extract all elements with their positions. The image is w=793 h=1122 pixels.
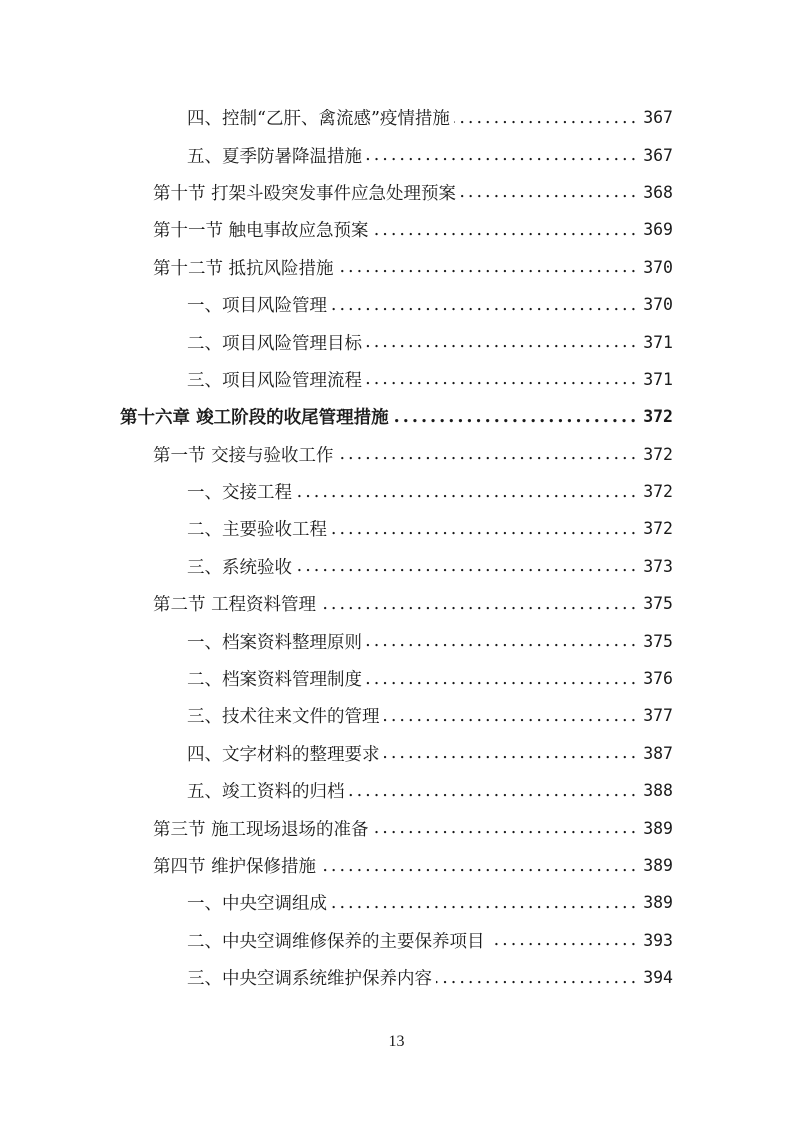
toc-entry[interactable] [0,660,793,697]
toc-dot-leader [331,893,639,913]
toc-dot-leader [460,182,639,202]
toc-entry-title: 二、主要验收工程 [187,520,327,541]
toc-entry[interactable] [0,398,793,435]
toc-dot-leader [436,968,639,988]
toc-entry[interactable] [0,922,793,959]
toc-entry[interactable] [0,323,793,360]
toc-entry-title: 四、控制“乙肝、禽流感”疫情措施 [187,109,450,130]
toc-entry-title: 第一节 交接与验收工作 [153,445,334,466]
toc-entry[interactable] [0,735,793,772]
toc-entry-page: 371 [643,332,673,352]
toc-entry-title: 第三节 施工现场退场的准备 [153,819,369,840]
toc-entry[interactable] [0,959,793,996]
toc-dot-leader [296,556,639,576]
toc-dot-leader [454,108,639,128]
toc-dot-leader [489,930,640,950]
toc-entry[interactable] [0,585,793,622]
toc-dot-leader [338,444,640,464]
toc-entry-page: 368 [643,182,673,202]
toc-entry-title: 一、项目风险管理 [187,296,327,317]
toc-entry[interactable] [0,136,793,173]
toc-dot-leader [349,781,640,801]
toc-entry[interactable] [0,884,793,921]
toc-entry-title: 一、档案资料整理原则 [187,632,362,653]
toc-entry-title: 第二节 工程资料管理 [153,595,317,616]
toc-entry[interactable] [0,622,793,659]
toc-entry[interactable] [0,809,793,846]
toc-entry-page: 370 [643,295,673,315]
toc-dot-leader [320,594,639,614]
toc-entry-page: 367 [643,145,673,165]
toc-entry-title: 二、项目风险管理目标 [187,333,362,354]
toc-dot-leader [373,818,640,838]
toc-entry-page: 388 [643,781,673,801]
toc-dot-leader [320,856,639,876]
toc-dot-leader [366,332,639,352]
toc-entry[interactable] [0,436,793,473]
toc-entry-title: 四、文字材料的整理要求 [187,744,380,765]
toc-entry-page: 369 [643,220,673,240]
toc-entry-page: 389 [643,818,673,838]
toc-entry[interactable] [0,174,793,211]
toc-entry[interactable] [0,510,793,547]
toc-entry-page: 372 [643,519,673,539]
toc-entry-page: 375 [643,631,673,651]
toc-dot-leader [384,706,640,726]
toc-entry-page: 377 [643,706,673,726]
toc-entry-page: 373 [643,556,673,576]
toc-dot-leader [393,407,640,427]
toc-entry[interactable] [0,361,793,398]
toc-entry-page: 372 [643,407,673,427]
toc-entry-page: 387 [643,743,673,763]
toc-entry[interactable] [0,548,793,585]
toc-entry-page: 372 [643,444,673,464]
toc-entry-page: 371 [643,369,673,389]
toc-entry-title: 第十二节 抵抗风险措施 [153,258,334,279]
toc-entry-page: 372 [643,482,673,502]
toc-entry-title: 第十六章 竣工阶段的收尾管理措施 [120,408,389,429]
toc-entry-title: 五、夏季防暑降温措施 [187,146,362,167]
toc-entry-page: 389 [643,893,673,913]
page-number: 13 [388,1033,405,1050]
toc-entry-title: 三、技术往来文件的管理 [187,707,380,728]
toc-entry-page: 367 [643,108,673,128]
toc-entry-page: 394 [643,968,673,988]
toc-entry-page: 370 [643,257,673,277]
toc-dot-leader [366,145,639,165]
toc-entry-title: 三、项目风险管理流程 [187,370,362,391]
toc-dot-leader [366,669,639,689]
toc-entry-title: 第十节 打架斗殴突发事件应急处理预案 [153,183,457,204]
toc-entry-title: 一、中央空调组成 [187,894,327,915]
toc-entry-title: 一、交接工程 [187,483,292,504]
toc-entry-page: 376 [643,669,673,689]
toc-entry-page: 393 [643,930,673,950]
toc-entry-title: 三、系统验收 [187,557,292,578]
toc-entry-title: 三、中央空调系统维护保养内容 [187,969,432,990]
toc-dot-leader [366,631,639,651]
toc-entry[interactable] [0,772,793,809]
toc-dot-leader [366,369,639,389]
toc-dot-leader [384,743,640,763]
toc-entry[interactable] [0,211,793,248]
toc-dot-leader [338,257,640,277]
toc-entry[interactable] [0,473,793,510]
toc-entry-title: 五、竣工资料的归档 [187,782,345,803]
toc-entry[interactable] [0,286,793,323]
toc-entry-title: 第四节 维护保修措施 [153,857,317,877]
toc-entry-title: 二、档案资料管理制度 [187,670,362,691]
toc-dot-leader [331,519,639,539]
toc-entry[interactable] [0,847,793,884]
toc-entry-page: 375 [643,594,673,614]
table-of-contents [0,99,793,996]
toc-entry-title: 二、中央空调维修保养的主要保养项目 [187,931,485,952]
toc-entry[interactable] [0,99,793,136]
toc-entry[interactable] [0,697,793,734]
toc-dot-leader [296,482,639,502]
toc-entry[interactable] [0,249,793,286]
toc-entry-page: 389 [643,856,673,875]
toc-dot-leader [331,295,639,315]
toc-dot-leader [373,220,640,240]
toc-entry-title: 第十一节 触电事故应急预案 [153,221,369,242]
